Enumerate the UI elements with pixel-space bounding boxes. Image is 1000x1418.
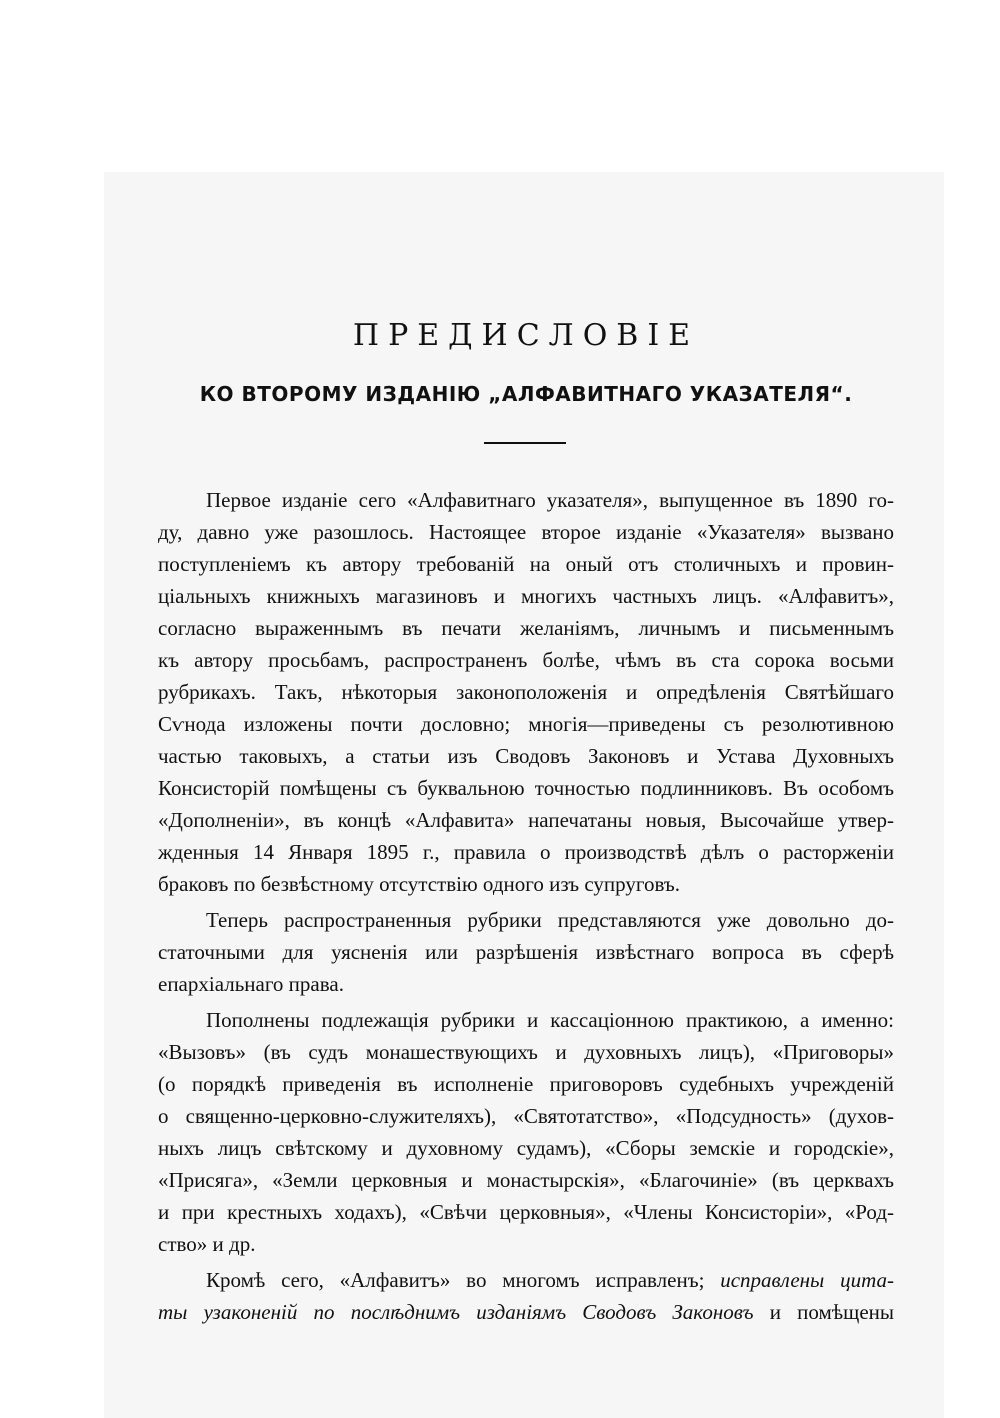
text-line: «Вызовъ» (въ судъ монашествующихъ и духовныхъ лицъ), «Приговоры» <box>158 1040 894 1064</box>
page-subtitle: КО ВТОРОМУ ИЗДАНІЮ „АЛФАВИТНАГО УКАЗАТЕЛЯ“. <box>199 382 853 406</box>
text-line: статочными для уясненія или разрѣшенія извѣстнаго вопроса въ сферѣ <box>158 940 894 964</box>
text-line: Первое изданіе сего «Алфавитнаго указателя», выпущенное въ 1890 го- <box>206 488 894 512</box>
text-regular: и помѣщены <box>753 1300 894 1324</box>
text-line: поступленіемъ къ автору требованій на оный отъ столичныхъ и провин- <box>158 552 894 576</box>
paragraph-2 <box>158 904 894 1000</box>
page-title: ПРЕДИСЛОВІЕ <box>352 318 700 353</box>
text-line: браковъ по безвѣстному отсутствію одного изъ супруговъ. <box>158 872 680 896</box>
title-divider <box>484 442 566 444</box>
text-line <box>158 1264 894 1296</box>
text-line: Пополнены подлежащія рубрики и кассаціонною практикою, а именно: <box>206 1008 894 1032</box>
text-line: жденныя 14 Января 1895 г., правила о производствѣ дѣлъ о расторженіи <box>158 840 894 864</box>
text-line: рубрикахъ. Такъ, нѣкоторыя законоположенія и опредѣленія Святѣйшаго <box>158 680 894 704</box>
text-line <box>158 1296 894 1328</box>
text-line: къ автору просьбамъ, распространенъ болѣе, чѣмъ въ ста сорока восьми <box>158 648 894 672</box>
text-line: ныхъ лицъ свѣтскому и духовному судамъ), «Сборы земскіе и городскіе», <box>158 1136 894 1160</box>
paragraph-4 <box>158 1264 894 1328</box>
preface-body <box>158 484 894 1332</box>
text-italic: исправлены цита- <box>720 1268 894 1292</box>
text-line: Теперь распространенныя рубрики представляются уже довольно до- <box>206 908 894 932</box>
text-italic: ты узаконеній по послѣднимъ изданіямъ Сводовъ Законовъ <box>158 1300 754 1324</box>
text-line: ство» и др. <box>158 1232 256 1256</box>
text-line: «Дополненіи», въ концѣ «Алфавита» напечатаны новыя, Высочайше утвер- <box>158 808 894 832</box>
text-regular: Кромѣ сего, «Алфавитъ» во многомъ исправленъ; <box>206 1268 721 1292</box>
paragraph-3 <box>158 1004 894 1260</box>
text-line: ду, давно уже разошлось. Настоящее второе изданіе «Указателя» вызвано <box>158 520 894 544</box>
text-line: Сѵнода изложены почти дословно; многія—приведены съ резолютивною <box>158 712 894 736</box>
paragraph-1 <box>158 484 894 900</box>
text-line: и при крестныхъ ходахъ), «Свѣчи церковныя», «Члены Консисторіи», «Род- <box>158 1200 894 1224</box>
text-line: ціальныхъ книжныхъ магазиновъ и многихъ частныхъ лицъ. «Алфавитъ», <box>158 584 894 608</box>
text-line: «Присяга», «Земли церковныя и монастырскія», «Благочиніе» (въ церквахъ <box>158 1168 894 1192</box>
text-line: согласно выраженнымъ въ печати желаніямъ, личнымъ и письменнымъ <box>158 616 894 640</box>
text-line: Консисторій помѣщены съ буквальною точностью подлинниковъ. Въ особомъ <box>158 776 894 800</box>
text-line: о священно-церковно-служителяхъ), «Святотатство», «Подсудность» (духов- <box>158 1104 894 1128</box>
text-line: епархіальнаго права. <box>158 972 344 996</box>
text-line: (о порядкѣ приведенія въ исполненіе приговоровъ судебныхъ учрежденій <box>158 1072 894 1096</box>
text-line: частью таковыхъ, а статьи изъ Сводовъ Законовъ и Устава Духовныхъ <box>158 744 894 768</box>
